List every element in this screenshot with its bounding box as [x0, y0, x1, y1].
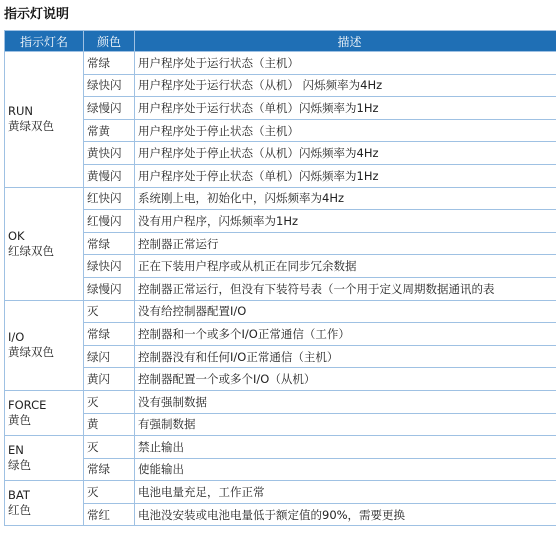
table-row: [5, 345, 556, 368]
color-cell: 灭: [84, 300, 135, 323]
description-cell: 控制器和一个或多个I/O正常通信（工作）: [135, 323, 556, 346]
description-cell: 没有给控制器配置I/O: [135, 300, 556, 323]
color-cell: 黄快闪: [84, 142, 135, 165]
indicator-name: BAT: [8, 488, 30, 503]
header-indicator-name: 指示灯名: [5, 31, 84, 52]
header-description: 描述: [135, 31, 556, 52]
table-row: [5, 164, 556, 187]
description-cell: 没有强制数据: [135, 390, 556, 413]
table-row: [5, 232, 556, 255]
color-cell: 灭: [84, 436, 135, 459]
indicator-name-cell: [5, 52, 84, 188]
indicator-color-type: 红绿双色: [8, 243, 54, 258]
color-cell: 绿快闪: [84, 255, 135, 278]
page-title: 指示灯说明: [4, 7, 70, 22]
description-cell: 控制器正常运行: [135, 232, 556, 255]
header-color: 颜色: [84, 31, 135, 52]
color-cell: 灭: [84, 390, 135, 413]
color-cell: 常黄: [84, 119, 135, 142]
table-row: [5, 255, 556, 278]
indicator-name: EN: [8, 443, 24, 458]
description-cell: 用户程序处于运行状态（单机）闪烁频率为1Hz: [135, 97, 556, 120]
table-body: [5, 52, 556, 526]
indicator-name-cell: [5, 390, 84, 435]
description-cell: 控制器配置一个或多个I/O（从机）: [135, 368, 556, 391]
indicator-name: RUN: [8, 104, 34, 119]
indicator-color-type: 黄绿双色: [8, 119, 54, 134]
color-cell: 绿慢闪: [84, 97, 135, 120]
table-row: [5, 323, 556, 346]
table-row: [5, 187, 556, 210]
table-row: [5, 74, 556, 97]
description-cell: 控制器正常运行，但没有下装符号表（一个用于定义周期数据通讯的表: [135, 277, 556, 300]
table-row: [5, 481, 556, 504]
indicator-color-type: 红色: [8, 503, 31, 518]
table-row: [5, 503, 556, 526]
table-row: [5, 413, 556, 436]
table-row: [5, 210, 556, 233]
table-row: [5, 390, 556, 413]
description-cell: 禁止输出: [135, 436, 556, 459]
description-cell: 用户程序处于运行状态（主机）: [135, 52, 556, 75]
indicator-name-cell: [5, 300, 84, 390]
table-header-row: [5, 31, 556, 52]
description-cell: 电池没安装或电池电量低于额定值的90%，需要更换: [135, 503, 556, 526]
color-cell: 黄闪: [84, 368, 135, 391]
color-cell: 黄慢闪: [84, 164, 135, 187]
description-cell: 没有用户程序，闪烁频率为1Hz: [135, 210, 556, 233]
indicator-name: I/O: [8, 330, 25, 345]
table-row: [5, 277, 556, 300]
description-cell: 电池电量充足，工作正常: [135, 481, 556, 504]
description-cell: 用户程序处于停止状态（单机）闪烁频率为1Hz: [135, 164, 556, 187]
indicator-table: [4, 30, 556, 526]
color-cell: 红慢闪: [84, 210, 135, 233]
table-row: [5, 142, 556, 165]
color-cell: 常绿: [84, 52, 135, 75]
color-cell: 常红: [84, 503, 135, 526]
indicator-name-cell: [5, 436, 84, 481]
table-row: [5, 458, 556, 481]
color-cell: 绿快闪: [84, 74, 135, 97]
indicator-name: FORCE: [8, 398, 47, 412]
description-cell: 用户程序处于停止状态（从机）闪烁频率为4Hz: [135, 142, 556, 165]
color-cell: 绿慢闪: [84, 277, 135, 300]
description-cell: 用户程序处于运行状态（从机） 闪烁频率为4Hz: [135, 74, 556, 97]
indicator-name: OK: [8, 228, 25, 243]
description-cell: 有强制数据: [135, 413, 556, 436]
color-cell: 常绿: [84, 458, 135, 481]
indicator-name-cell: [5, 481, 84, 526]
color-cell: 灭: [84, 481, 135, 504]
color-cell: 绿闪: [84, 345, 135, 368]
indicator-color-type: 黄绿双色: [8, 345, 54, 360]
table-row: [5, 52, 556, 75]
table-row: [5, 368, 556, 391]
color-cell: 常绿: [84, 323, 135, 346]
indicator-color-type: 绿色: [8, 458, 31, 473]
color-cell: 红快闪: [84, 187, 135, 210]
description-cell: 控制器没有和任何I/O正常通信（主机）: [135, 345, 556, 368]
table-row: [5, 436, 556, 459]
description-cell: 使能输出: [135, 458, 556, 481]
table-row: [5, 300, 556, 323]
table-row: [5, 119, 556, 142]
color-cell: 黄: [84, 413, 135, 436]
indicator-color-type: 黄色: [8, 413, 31, 427]
description-cell: 正在下装用户程序或从机正在同步冗余数据: [135, 255, 556, 278]
indicator-name-cell: [5, 187, 84, 300]
table-row: [5, 97, 556, 120]
color-cell: 常绿: [84, 232, 135, 255]
description-cell: 系统刚上电，初始化中，闪烁频率为4Hz: [135, 187, 556, 210]
description-cell: 用户程序处于停止状态（主机）: [135, 119, 556, 142]
